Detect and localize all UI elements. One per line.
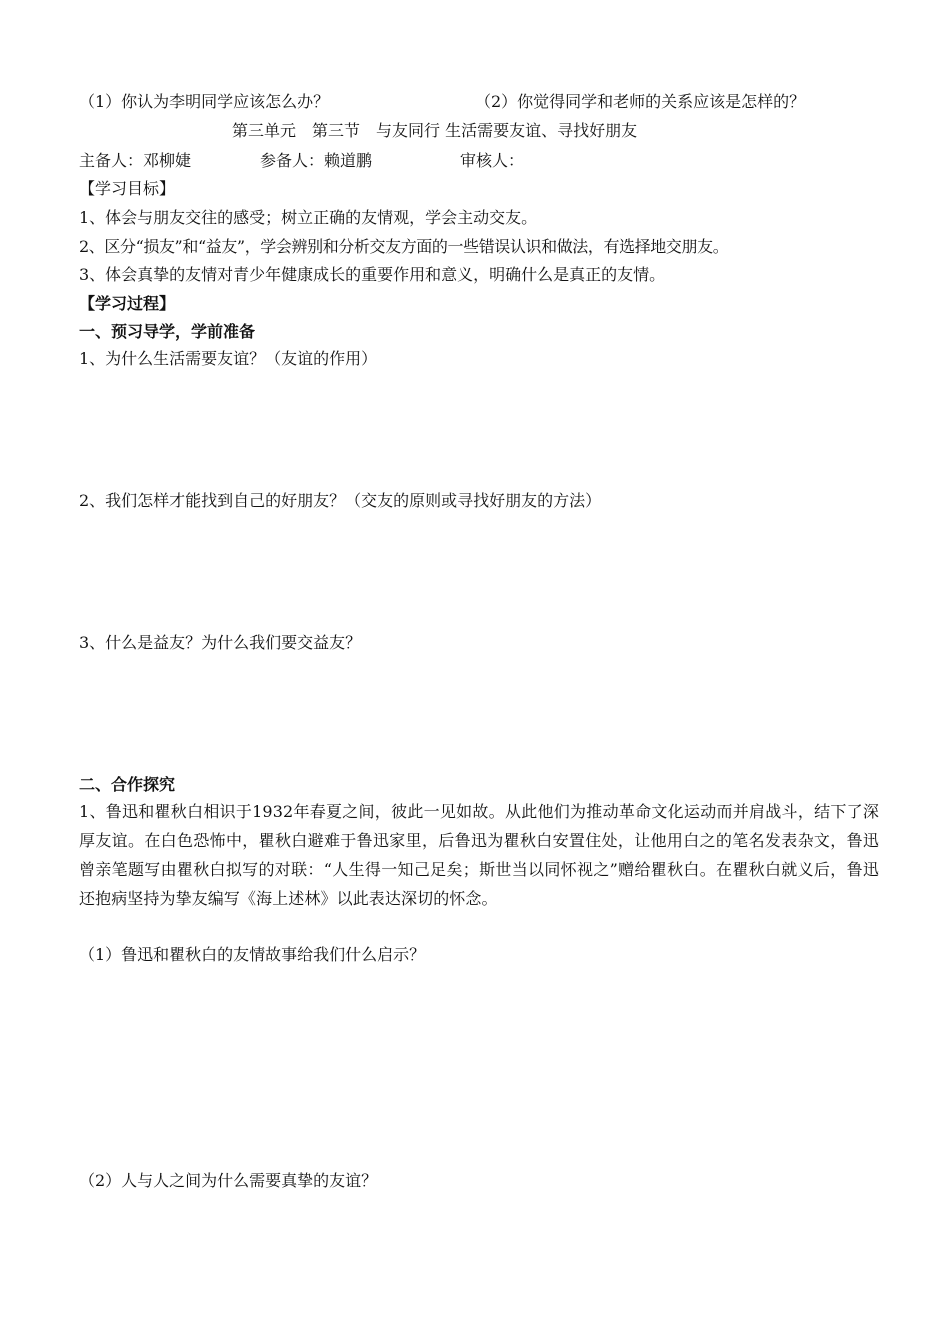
- story-paragraph: 1、鲁迅和瞿秋白相识于1932年春夏之间，彼此一见如故。从此他们为推动革命文化运动而并肩战斗，结下了深厚友谊。在白色恐怖中，瞿秋白避难于鲁迅家里，后鲁迅为瞿秋白安置住处，让他用白之的笔名发表杂文，鲁迅曾亲笔题写由瞿秋白拟写的对联：“人生得一知己足矣；斯世当以同怀视之”赠给瞿秋白。在瞿秋白就义后，鲁迅还抱病坚持为挚友编写《海上述林》以此表达深切的怀念。: [79, 802, 879, 908]
- objective-item-3: 3、体会真挚的友情对青少年健康成长的重要作用和意义，明确什么是真正的友情。: [79, 265, 666, 284]
- objectives-heading: 【学习目标】: [79, 179, 176, 198]
- section2-heading: 二、合作探究: [79, 775, 176, 794]
- preview-question-1: 1、为什么生活需要友谊？（友谊的作用）: [79, 349, 378, 368]
- section1-heading: 一、预习导学，学前准备: [79, 322, 256, 341]
- objective-item-2: 2、区分“损友”和“益友”，学会辨别和分析交友方面的一些错误认识和做法，有选择地交朋友。: [79, 237, 729, 256]
- top-question-2: （2）你觉得同学和老师的关系应该是怎样的？: [475, 92, 806, 111]
- discussion-question-1: （1）鲁迅和瞿秋白的友情故事给我们什么启示？: [79, 945, 426, 964]
- reviewer: 审核人：: [460, 151, 525, 170]
- process-heading: 【学习过程】: [79, 294, 176, 313]
- objective-item-1: 1、体会与朋友交往的感受；树立正确的友情观，学会主动交友。: [79, 208, 538, 227]
- preview-question-2: 2、我们怎样才能找到自己的好朋友？（交友的原则或寻找好朋友的方法）: [79, 491, 602, 510]
- top-question-1: （1）你认为李明同学应该怎么办？: [79, 92, 330, 111]
- discussion-question-2: （2）人与人之间为什么需要真挚的友谊？: [79, 1171, 378, 1190]
- lesson-title: 第三单元 第三节 与友同行 生活需要友谊、寻找好朋友: [232, 121, 638, 140]
- co-preparer: 参备人：赖道鹏: [260, 151, 373, 170]
- preparer: 主备人：邓柳婕: [79, 151, 192, 170]
- preview-question-3: 3、什么是益友？为什么我们要交益友？: [79, 633, 362, 652]
